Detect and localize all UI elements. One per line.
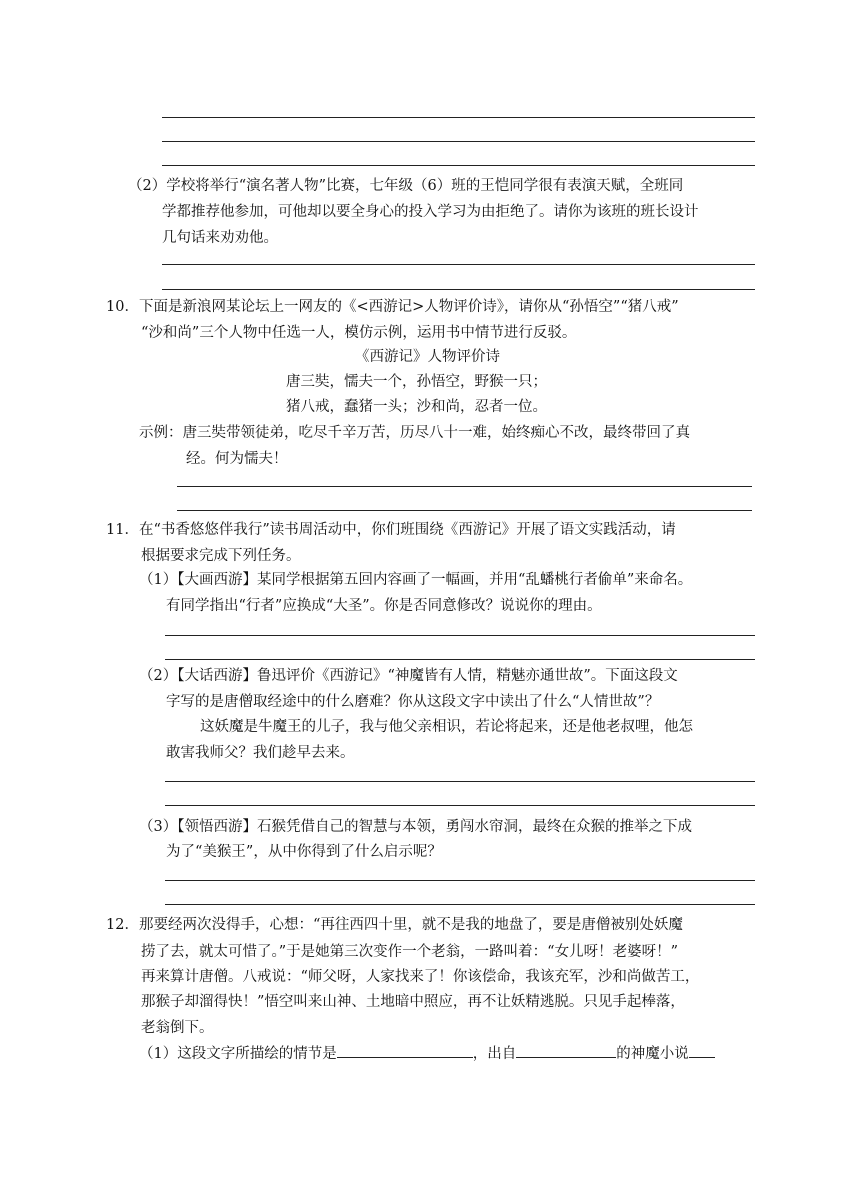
fill-blank-title[interactable] bbox=[689, 1041, 715, 1058]
fill-blank-plot[interactable] bbox=[337, 1041, 473, 1058]
q11-part2-line: （2）【大话西游】鲁迅评价《西游记》“神魔皆有人情，精魅亦通世故”。下面这段文 bbox=[139, 668, 678, 684]
quoted-passage-line: 这妖魔是牛魔王的儿子，我与他父亲相识，若论将起来，还是他老叔哩，他怎 bbox=[200, 719, 693, 735]
q12-part1-text-b: ，出自 bbox=[472, 1046, 517, 1062]
answer-line[interactable] bbox=[165, 635, 755, 636]
q9-part2-line: 几句话来劝劝他。 bbox=[162, 230, 278, 246]
q11-part3-line: 为了“美猴王”，从中你得到了什么启示呢？ bbox=[166, 844, 442, 860]
q12-part1-text-c: 的神魔小说 bbox=[616, 1046, 689, 1062]
q9-part2-line: （2）学校将举行“演名著人物”比赛，七年级（6）班的王恺同学很有表演天赋，全班同 bbox=[128, 178, 684, 194]
example-line: 经。何为懦夫！ bbox=[186, 451, 288, 467]
q11-part3-line: （3）【领悟西游】石猴凭借自己的智慧与本领，勇闯水帘洞，最终在众猴的推举之下成 bbox=[139, 819, 692, 835]
answer-line[interactable] bbox=[162, 165, 755, 166]
answer-line[interactable] bbox=[165, 659, 755, 660]
poem-line: 猪八戒，蠢猪一头；沙和尚，忍者一位。 bbox=[286, 399, 547, 415]
poem-title: 《西游记》人物评价诗 bbox=[355, 349, 500, 365]
q11-stem-line: 11．在“书香悠悠伴我行”读书周活动中，你们班围绕《西游记》开展了语文实践活动，请 bbox=[106, 522, 676, 538]
q12-part1-text-a: （1）这段文字所描绘的情节是 bbox=[139, 1046, 337, 1062]
answer-line[interactable] bbox=[165, 805, 755, 806]
q12-passage-line: 12．那要经两次没得手，心想：“再往西四十里，就不是我的地盘了，要是唐僧被别处妖魔 bbox=[106, 917, 683, 933]
answer-line[interactable] bbox=[177, 510, 752, 511]
q12-part1 bbox=[139, 1041, 715, 1064]
q12-passage-line: 老翁倒下。 bbox=[141, 1020, 214, 1036]
q11-part1-line: 有同学指出“行者”应换成“大圣”。你是否同意修改？说说你的理由。 bbox=[166, 598, 602, 614]
q12-passage-line: 那猴子却溜得快！”悟空叫来山神、土地暗中照应，再不让妖精逃脱。只见手起棒落， bbox=[141, 994, 685, 1010]
example-line: 示例：唐三奘带领徒弟，吃尽千辛万苦，历尽八十一难，始终痴心不改，最终带回了真 bbox=[139, 425, 690, 441]
q10-stem-line: “沙和尚”三个人物中任选一人，模仿示例，运用书中情节进行反驳。 bbox=[141, 325, 577, 341]
q11-stem-line: 根据要求完成下列任务。 bbox=[141, 548, 301, 564]
answer-line[interactable] bbox=[162, 141, 755, 142]
answer-line[interactable] bbox=[162, 289, 755, 290]
q11-part2-line: 字写的是唐僧取经途中的什么磨难？你从这段文字中读出了什么“人情世故”？ bbox=[166, 694, 660, 710]
answer-line[interactable] bbox=[162, 264, 755, 265]
answer-line[interactable] bbox=[162, 117, 755, 118]
q9-part2-line: 学都推荐他参加，可他却以要全身心的投入学习为由拒绝了。请你为该班的班长设计 bbox=[162, 204, 699, 220]
fill-blank-author[interactable] bbox=[516, 1041, 616, 1058]
answer-line[interactable] bbox=[165, 781, 755, 782]
quoted-passage-line: 敢害我师父？我们趁早去来。 bbox=[166, 745, 355, 761]
q12-passage-line: 捞了去，就太可惜了。”于是她第三次变作一个老翁，一路叫着：“女儿呀！老婆呀！” bbox=[141, 944, 678, 960]
q12-passage-line: 再来算计唐僧。八戒说：“师父呀，人家找来了！你该偿命，我该充军，沙和尚做苦工， bbox=[141, 969, 700, 985]
answer-line[interactable] bbox=[165, 904, 755, 905]
poem-line: 唐三奘，懦夫一个，孙悟空，野猴一只； bbox=[286, 374, 547, 390]
answer-line[interactable] bbox=[165, 880, 755, 881]
q11-part1-line: （1）【大画西游】某同学根据第五回内容画了一幅画，并用“乱蟠桃行者偷单”来命名。 bbox=[139, 572, 693, 588]
q10-stem-line: 10．下面是新浪网某论坛上一网友的《<西游记>人物评价诗》，请你从“孙悟空”“猪八戒” bbox=[106, 299, 679, 315]
answer-line[interactable] bbox=[177, 486, 752, 487]
